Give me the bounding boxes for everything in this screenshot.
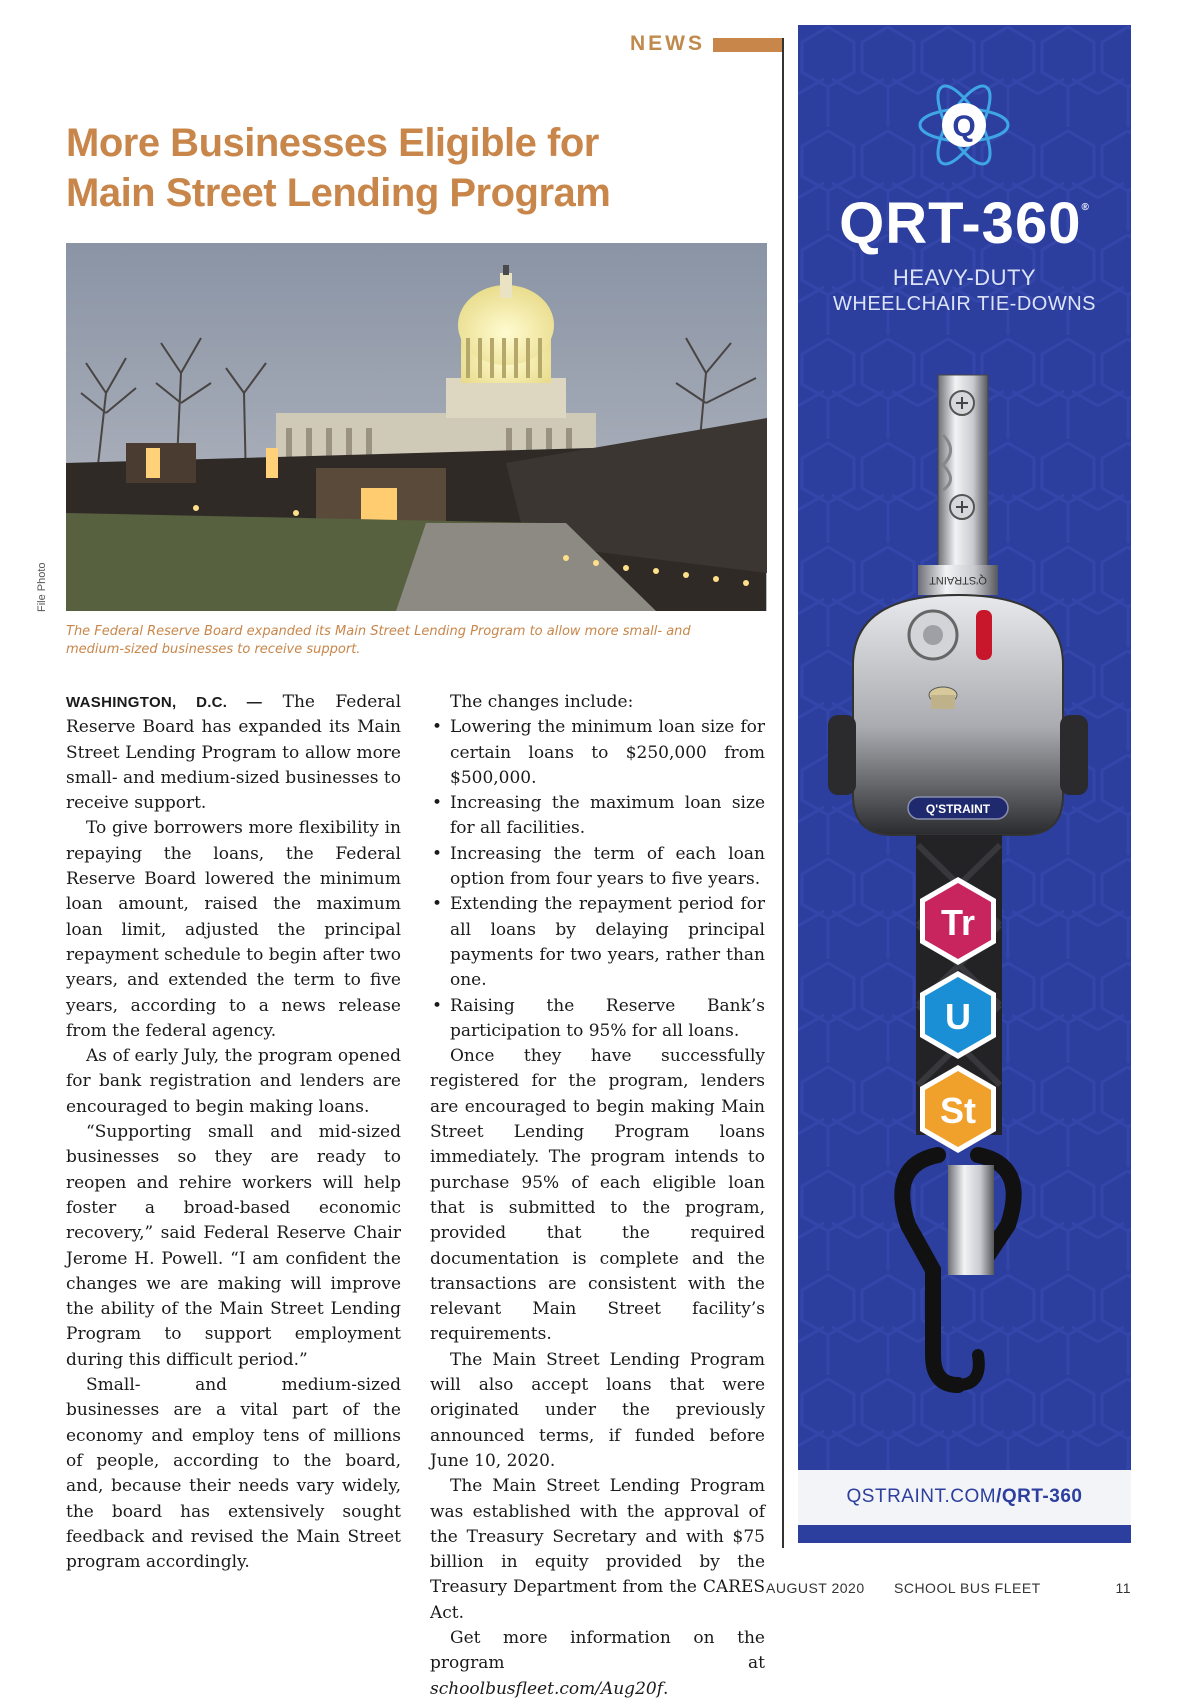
svg-text:Tr: Tr bbox=[940, 902, 976, 943]
ad-product-name: QRT-360® bbox=[839, 191, 1090, 256]
ad-bottom-strip bbox=[798, 1525, 1131, 1543]
ad-tagline-1: HEAVY-DUTY bbox=[892, 265, 1037, 290]
wheelchair-tiedown-device bbox=[798, 365, 1131, 1475]
headline-line-2: Main Street Lending Program bbox=[66, 171, 611, 215]
device-brand-flipped: Q'STRAINT bbox=[929, 574, 987, 586]
photo-caption: The Federal Reserve Board expanded its Main Street Lending Program to allow more small- and medium-sized businesses to receive support. bbox=[66, 624, 691, 657]
section-tag: NEWS bbox=[630, 32, 705, 55]
ad-url[interactable]: QSTRAINT.COM/QRT-360 bbox=[846, 1486, 1083, 1507]
more-info-link[interactable]: schoolbusfleet.com/Aug20f bbox=[430, 1678, 663, 1699]
magazine-name: SCHOOL BUS FLEET bbox=[894, 1580, 1041, 1596]
more-info-paragraph: Get more information on the program at schoolbusfleet.com/Aug20f. bbox=[430, 1627, 765, 1699]
issue-date: AUGUST 2020 bbox=[766, 1580, 865, 1596]
capitol-photo bbox=[66, 243, 767, 611]
changes-list bbox=[430, 715, 765, 1044]
article-column-2 bbox=[430, 690, 765, 1702]
article-paragraph: As of early July, the program opened for bank registration and lenders are encouraged to begin making loans. bbox=[66, 1046, 401, 1117]
svg-text:U: U bbox=[945, 996, 971, 1037]
svg-text:St: St bbox=[940, 1090, 976, 1131]
article-paragraph: “Supporting small and mid-sized businesses so they are ready to reopen and rehire workers will help foster a broad-based economic recovery,” said Federal Reserve Chair Jerome H. Powell. “I am confident the changes we are making will improve the ability of the Main Street Lending Program to support employment during this difficult period.” bbox=[66, 1122, 401, 1370]
article-paragraph: The Main Street Lending Program was established with the approval of the Treasury Secretary and with $75 billion in equity provided by the Treasury Department from the CARES Act. bbox=[430, 1476, 765, 1623]
logo-letter: Q bbox=[952, 110, 976, 143]
ad-tagline-2: WHEELCHAIR TIE-DOWNS bbox=[833, 293, 1096, 315]
qrt-360-advertisement[interactable] bbox=[798, 25, 1131, 1543]
list-item: • Increasing the maximum loan size for all facilities. bbox=[430, 791, 765, 842]
column-divider bbox=[782, 38, 784, 1548]
article-paragraph: To give borrowers more flexibility in repaying the loans, the Federal Reserve Board lowered the minimum loan amount, raised the maximum loan limit, adjusted the principal repayment schedule to begin after two years, and extended the term to five years, according to a news release from the federal agency. bbox=[66, 818, 401, 1041]
photo-credit: File Photo bbox=[36, 562, 48, 612]
article-paragraph: The Main Street Lending Program will also accept loans that were originated under the previously announced terms, if funded before June 10, 2020. bbox=[430, 1349, 765, 1471]
page-number: 11 bbox=[1115, 1580, 1131, 1596]
list-item: • Increasing the term of each loan option from four years to five years. bbox=[430, 842, 765, 893]
list-item: • Extending the repayment period for all loans by delaying principal payments for two years, rather than one. bbox=[430, 892, 765, 993]
list-item: • Raising the Reserve Bank’s participation to 95% for all loans. bbox=[430, 994, 765, 1045]
qstraint-atom-logo-icon bbox=[916, 77, 1012, 173]
dateline: WASHINGTON, D.C. — bbox=[66, 694, 263, 711]
section-tag-bar bbox=[713, 38, 782, 52]
headline-line-1: More Businesses Eligible for bbox=[66, 121, 599, 165]
article-paragraph: WASHINGTON, D.C. — The Federal Reserve Board has expanded its Main Street Lending Program to allow more small- and medium-sized businesses to receive support. bbox=[66, 692, 402, 814]
article-paragraph: Small- and medium-sized businesses are a vital part of the economy and employ tens of millions of people, according to the board, and, because their needs vary widely, the board has extensively sought feedback and revised the Main Street program accordingly. bbox=[66, 1375, 401, 1573]
article-paragraph: Once they have successfully registered for the program, lenders are encouraged to begin making Main Street Lending Program loans immediately. The program intends to purchase 95% of each eligible loan that is submitted to the program, provided that the required documentation is complete and the transactions are consistent with the relevant Main Street facility’s requirements. bbox=[430, 1046, 765, 1345]
headline bbox=[66, 118, 766, 218]
device-brand-label: Q'STRAINT bbox=[925, 802, 991, 816]
list-item: • Lowering the minimum loan size for certain loans to $250,000 from $500,000. bbox=[430, 715, 765, 791]
changes-intro: The changes include: bbox=[450, 692, 634, 712]
article-column-1 bbox=[66, 690, 401, 1575]
